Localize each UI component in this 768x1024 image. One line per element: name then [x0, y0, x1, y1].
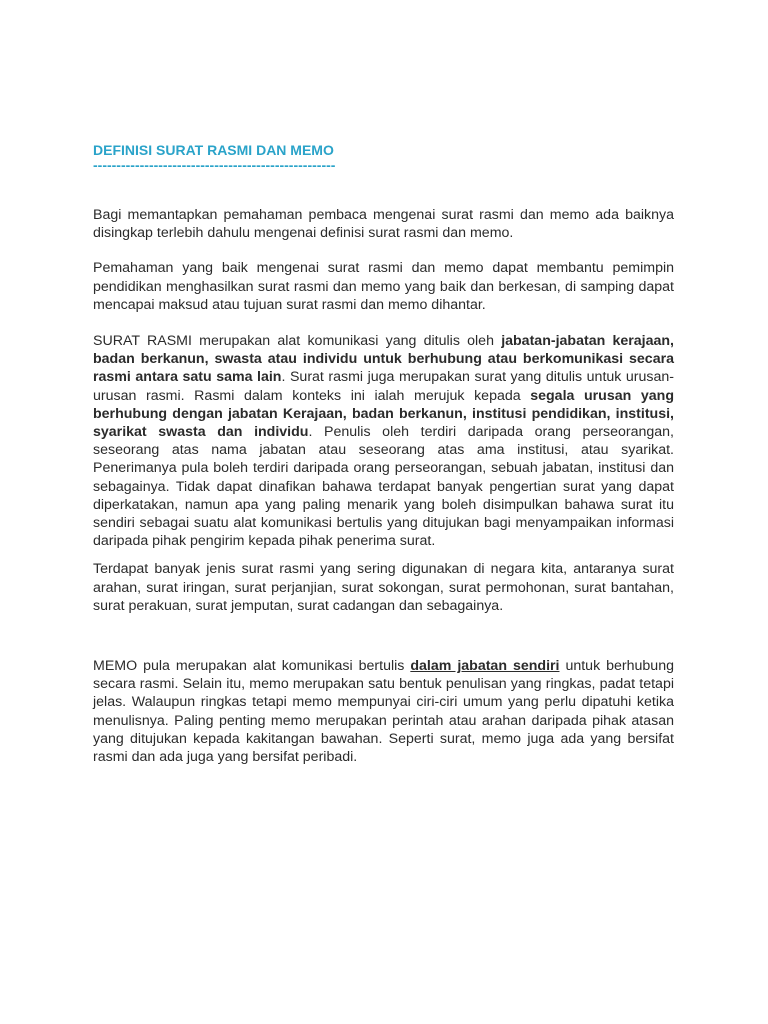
surat-rasmi-text-1: SURAT RASMI merupakan alat komunikasi yang ditulis oleh [93, 333, 502, 350]
title-dashed-rule: ---------------------------------------------------- [93, 159, 336, 172]
surat-rasmi-bold-1: jabatan-jabatan kerajaan, badan berkanun, swasta atau individu untuk berhubung atau berkomunikasi secara rasmi antara satu sama lain [93, 333, 675, 386]
document-page [93, 142, 674, 766]
paragraph-understanding: Pemahaman yang baik mengenai surat rasmi dan memo dapat membantu pemimpin pendidikan menghasilkan surat rasmi dan memo yang baik dan berkesan, di samping dapat mencapai maksud atau tujuan surat rasmi dan memo dihantar. [93, 260, 674, 313]
surat-rasmi-text-2: . Surat rasmi juga merupakan surat yang ditulis untuk urusan-urusan rasmi. Rasmi dalam konteks ini ialah merujuk kepada [93, 369, 675, 404]
memo-bold-underline: dalam jabatan sendiri [410, 658, 560, 675]
paragraph-intro: Bagi memantapkan pemahaman pembaca mengenai surat rasmi dan memo ada baiknya disingkap terlebih dahulu mengenai definisi surat rasmi dan memo. [93, 207, 674, 242]
surat-rasmi-text-3: . Penulis oleh terdiri daripada orang perseorangan, seseorang atas nama jabatan atau seseorang atas ama institusi, atau syarikat. Penerimanya pula boleh terdiri daripada orang perseorangan, sebuah jabatan, institusi dan sebagainya. Tidak dapat dinafikan bahawa terdapat banyak pengertian surat yang dapat diperkatakan, namun apa yang paling menarik yang boleh disimpulkan bahawa surat itu sendiri sebagai suatu alat komunikasi bertulis yang ditujukan bagi menyampaikan informasi daripada pihak pengirim kepada pihak penerima surat. [93, 424, 674, 550]
surat-rasmi-bold-2: segala urusan yang berhubung dengan jabatan Kerajaan, badan berkanun, institusi pendidikan, institusi, syarikat swasta dan individu [93, 387, 675, 441]
paragraph-memo [93, 657, 674, 766]
memo-text-2: untuk berhubung secara rasmi. Selain itu, memo merupakan satu bentuk penulisan yang ringkas, padat tetapi jelas. Walaupun ringkas tetapi memo mempunyai ciri-ciri umum yang perlu dipatuhi ketika menulisnya. Paling penting memo merupakan perintah atau arahan daripada pihak atasan yang ditujukan kepada kakitangan bawahan. Seperti surat, memo juga ada yang bersifat rasmi dan ada juga yang bersifat peribadi. [93, 658, 674, 766]
paragraph-surat-rasmi [93, 332, 674, 550]
paragraph-jenis-surat: Terdapat banyak jenis surat rasmi yang sering digunakan di negara kita, antaranya surat arahan, surat iringan, surat perjanjian, surat sokongan, surat permohonan, surat bantahan, surat perakuan, surat jemputan, surat cadangan dan sebagainya. [93, 561, 674, 614]
memo-text-1: MEMO pula merupakan alat komunikasi bertulis [93, 658, 411, 675]
document-title: DEFINISI SURAT RASMI DAN MEMO [93, 142, 334, 158]
